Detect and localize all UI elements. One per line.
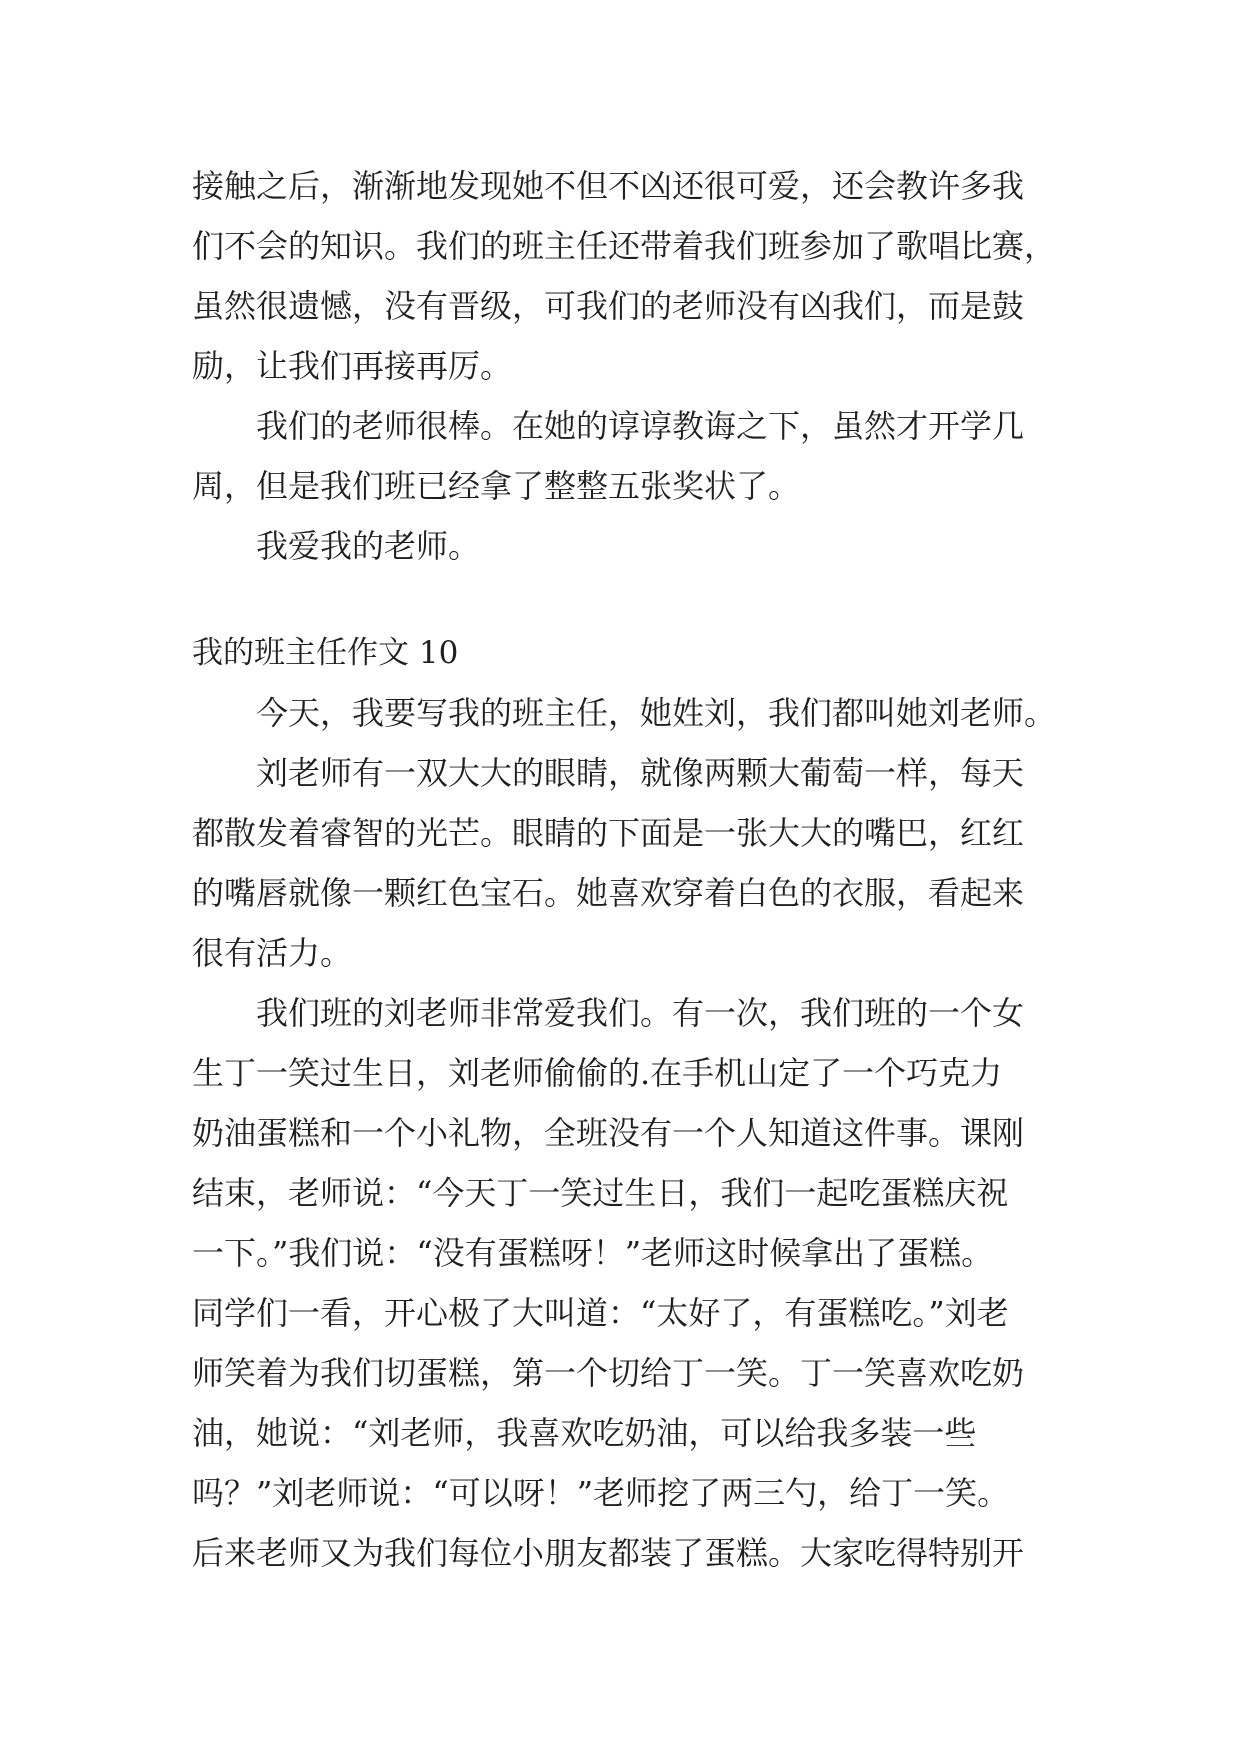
text-line: 都散发着睿智的光芒。眼睛的下面是一张大大的嘴巴，红红 bbox=[192, 814, 1025, 852]
text-line: 的嘴唇就像一颗红色宝石。她喜欢穿着白色的衣服，看起来 bbox=[192, 874, 1025, 912]
paragraph-start-line: 今天，我要写我的班主任，她姓刘，我们都叫她刘老师。 bbox=[256, 694, 1057, 732]
paragraph-start-line: 我爱我的老师。 bbox=[256, 527, 481, 565]
text-line: 后来老师又为我们每位小朋友都装了蛋糕。大家吃得特别开 bbox=[192, 1534, 1025, 1572]
text-line: 很有活力。 bbox=[192, 934, 353, 972]
text-line: 师笑着为我们切蛋糕，第一个切给丁一笑。丁一笑喜欢吃奶 bbox=[192, 1354, 1025, 1392]
text-line: 油，她说：“刘老师，我喜欢吃奶油，可以给我多装一些 bbox=[192, 1414, 977, 1452]
text-line: 奶油蛋糕和一个小礼物，全班没有一个人知道这件事。课刚 bbox=[192, 1114, 1025, 1152]
text-line: 一下。”我们说：“没有蛋糕呀！”老师这时候拿出了蛋糕。 bbox=[192, 1234, 994, 1272]
paragraph-start-line: 我们的老师很棒。在她的谆谆教诲之下，虽然才开学几 bbox=[256, 407, 1025, 445]
paragraph-start-line: 刘老师有一双大大的眼睛，就像两颗大葡萄一样，每天 bbox=[256, 754, 1025, 792]
text-line: 生丁一笑过生日，刘老师偷偷的.在手机山定了一个巧克力 bbox=[192, 1054, 1003, 1092]
text-line: 们不会的知识。我们的班主任还带着我们班参加了歌唱比赛， bbox=[192, 227, 1057, 265]
paragraph-start-line: 我们班的刘老师非常爱我们。有一次，我们班的一个女 bbox=[256, 994, 1025, 1032]
text-line: 同学们一看，开心极了大叫道：“太好了，有蛋糕吃。”刘老 bbox=[192, 1294, 1009, 1332]
text-line: 周，但是我们班已经拿了整整五张奖状了。 bbox=[192, 467, 801, 505]
section-heading: 我的班主任作文 10 bbox=[192, 635, 459, 671]
text-line: 结束，老师说：“今天丁一笑过生日，我们一起吃蛋糕庆祝 bbox=[192, 1174, 1009, 1212]
text-line: 吗？”刘老师说：“可以呀！”老师挖了两三勺，给丁一笑。 bbox=[192, 1474, 1010, 1512]
text-line: 接触之后，渐渐地发现她不但不凶还很可爱，还会教许多我 bbox=[192, 167, 1025, 205]
text-line: 励，让我们再接再厉。 bbox=[192, 347, 513, 385]
text-line: 虽然很遗憾，没有晋级，可我们的老师没有凶我们，而是鼓 bbox=[192, 287, 1025, 325]
